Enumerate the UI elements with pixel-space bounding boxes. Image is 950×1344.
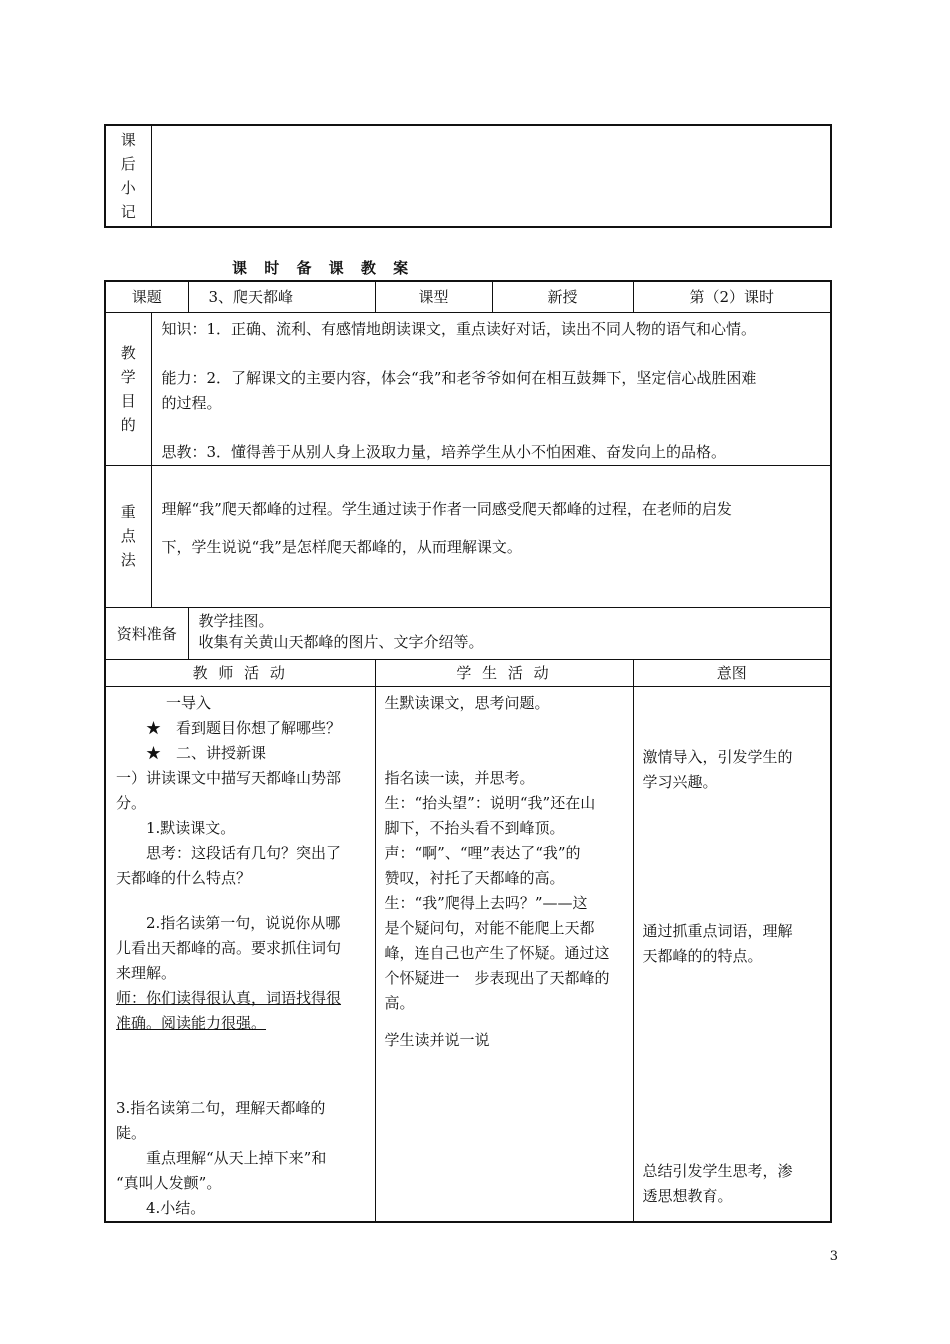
- student-activity-cell: [375, 686, 633, 1222]
- student-line: 是个疑问句，对能不能爬上天都: [384, 918, 595, 937]
- teacher-line: 一导入: [166, 693, 212, 712]
- activity-row: [105, 686, 831, 1222]
- teacher-activity-header: 教 师 活 动: [105, 659, 375, 686]
- intent-line: 总结引发学生思考，渗: [642, 1161, 793, 1180]
- teacher-line: 1.默读课文。: [146, 818, 236, 837]
- intent-line: 通过抓重点词语，理解: [642, 921, 793, 940]
- student-line: 学生读并说一说: [384, 1030, 490, 1049]
- student-line: 高。: [384, 993, 415, 1012]
- teacher-line: 天都峰的什么特点？: [116, 868, 252, 887]
- key-points-label: [105, 465, 151, 607]
- topic-value: 3、爬天都峰: [188, 281, 375, 312]
- after-class-notes-content: [151, 125, 831, 227]
- intent-line: 学习兴趣。: [642, 772, 718, 791]
- label-char: 学: [120, 367, 136, 386]
- intent-cell: [633, 686, 831, 1222]
- activity-header-row: [105, 659, 831, 686]
- label-char: 小: [120, 179, 136, 197]
- lesson-plan-table: [104, 280, 832, 1223]
- teacher-line: 准确。阅读能力很强。: [116, 1013, 267, 1032]
- teacher-line: 陡。: [116, 1123, 147, 1142]
- type-label: 课型: [375, 281, 492, 312]
- header-row: [105, 281, 831, 312]
- student-line: 声：“啊”、“哩”表达了“我”的: [384, 843, 581, 862]
- objective-ability: 能力：2．了解课文的主要内容，体会“我”和老爷爷如何在相互鼓舞下，坚定信心战胜困难: [161, 368, 757, 387]
- teacher-line: 一）讲读课文中描写天都峰山势部: [116, 768, 342, 787]
- teacher-line: 师：你们读得很认真，词语找得很: [116, 988, 342, 1007]
- document-title: 课 时 备 课 教 案: [232, 259, 415, 277]
- label-char: 点: [120, 527, 136, 545]
- after-class-notes-box: [104, 124, 832, 228]
- intent-header: 意图: [633, 659, 831, 686]
- materials-content: [188, 607, 831, 659]
- label-char: 重: [120, 503, 136, 521]
- materials-row: [105, 607, 831, 659]
- intent-line: 透思想教育。: [642, 1186, 733, 1205]
- teacher-line: 3.指名读第二句，理解天都峰的: [116, 1098, 326, 1117]
- teacher-line: 重点理解“从天上掉下来”和: [146, 1148, 327, 1167]
- label-char: 的: [120, 415, 136, 434]
- student-line: 生：“抬头望”：说明“我”还在山: [384, 793, 596, 812]
- student-activity-header: 学 生 活 动: [375, 659, 633, 686]
- teacher-line: 2.指名读第一句，说说你从哪: [146, 913, 341, 932]
- after-class-notes-label: [105, 125, 151, 227]
- objective-knowledge: 知识：1．正确、流利、有感情地朗读课文，重点读好对话，读出不同人物的语气和心情。: [161, 319, 757, 338]
- student-line: 指名读一读，并思考。: [384, 768, 535, 787]
- materials-line: 教学挂图。: [198, 611, 274, 630]
- key-points-line: 理解“我”爬天都峰的过程。学生通过读于作者一同感受爬天都峰的过程，在老师的启发: [161, 499, 732, 518]
- key-points-row: [105, 465, 831, 607]
- teacher-activity-cell: [105, 686, 375, 1222]
- objective-ability-cont: 的过程。: [161, 393, 222, 412]
- topic-label: 课题: [105, 281, 188, 312]
- label-char: 教: [120, 343, 136, 362]
- teacher-line: 分。: [116, 793, 147, 812]
- key-points-content: [151, 465, 831, 607]
- student-line: 个怀疑进一 步表现出了天都峰的: [384, 968, 610, 987]
- objective-moral: 思教：3．懂得善于从别人身上汲取力量，培养学生从小不怕困难、奋发向上的品格。: [161, 442, 727, 461]
- intent-line: 激情导入，引发学生的: [642, 747, 793, 766]
- student-line: 赞叹，衬托了天都峰的高。: [384, 868, 565, 887]
- label-char: 记: [120, 203, 136, 221]
- label-char: 后: [120, 155, 136, 173]
- key-points-line: 下，学生说说“我”是怎样爬天都峰的，从而理解课文。: [161, 537, 522, 556]
- student-line: 生默读课文，思考问题。: [384, 693, 550, 712]
- teacher-line: ★ 二、讲授新课: [146, 743, 267, 762]
- teacher-line: 4.小结。: [146, 1198, 206, 1217]
- teacher-line: 思考：这段话有几句？突出了: [146, 843, 342, 862]
- teacher-line: 来理解。: [116, 963, 177, 982]
- materials-label: 资料准备: [105, 607, 188, 659]
- intent-line: 天都峰的的特点。: [642, 946, 763, 965]
- student-line: 峰，连自己也产生了怀疑。通过这: [384, 943, 610, 962]
- teacher-line: 儿看出天都峰的高。要求抓住词句: [116, 938, 342, 957]
- teacher-line: “真叫人发颤”。: [116, 1173, 222, 1192]
- objectives-content: [151, 312, 831, 465]
- period-value: 第（2）课时: [633, 281, 831, 312]
- label-char: 目: [120, 391, 136, 410]
- teacher-line: ★ 看到题目你想了解哪些？: [146, 718, 342, 737]
- type-value: 新授: [492, 281, 633, 312]
- materials-line: 收集有关黄山天都峰的图片、文字介绍等。: [198, 632, 484, 651]
- objectives-row: [105, 312, 831, 465]
- label-char: 法: [120, 551, 136, 569]
- page-number: 3: [829, 1249, 838, 1264]
- student-line: 脚下，不抬头看不到峰顶。: [384, 818, 565, 837]
- student-line: 生：“我”爬得上去吗？”——这: [384, 893, 588, 912]
- label-char: 课: [120, 131, 136, 149]
- objectives-label: [105, 312, 151, 465]
